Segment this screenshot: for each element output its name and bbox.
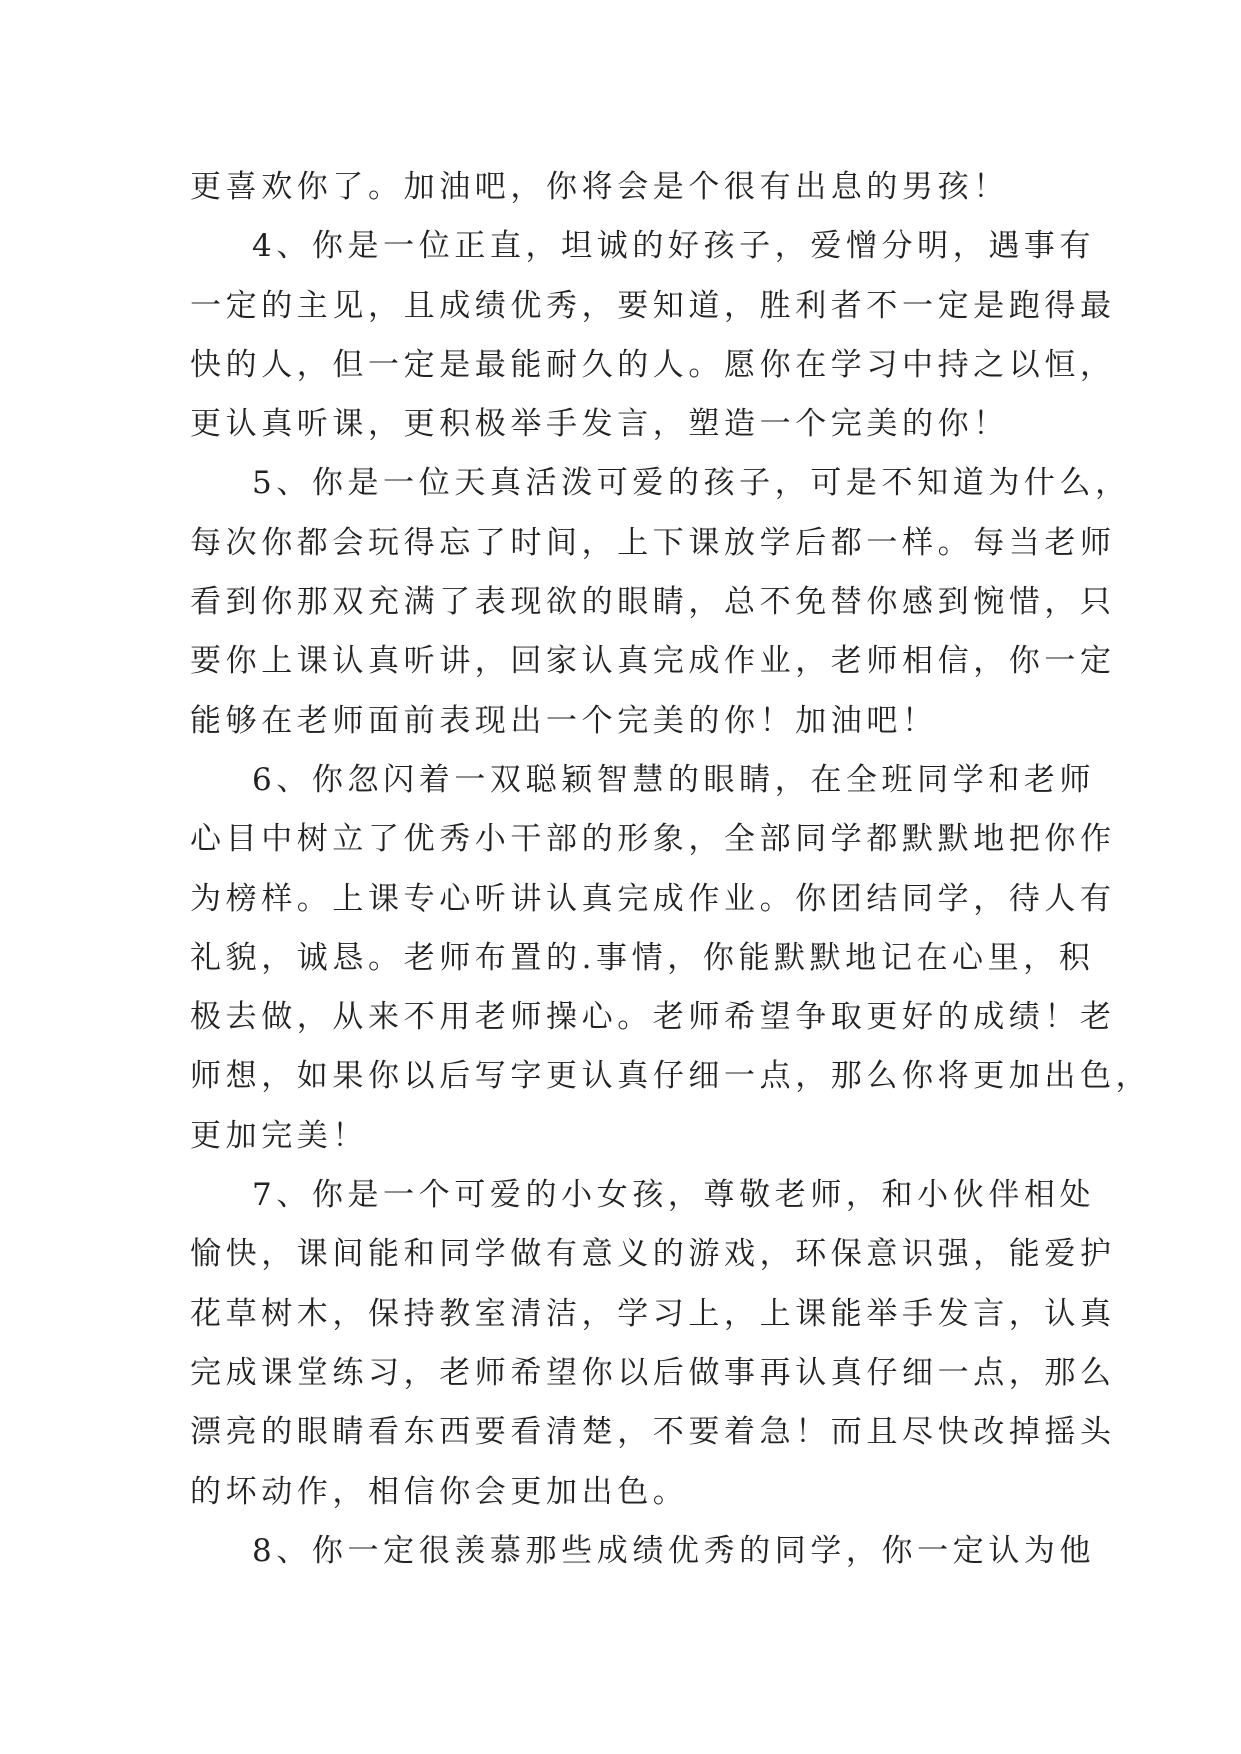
text-line: 完成课堂练习，老师希望你以后做事再认真仔细一点，那么 <box>190 1354 1116 1391</box>
text-line: 为榜样。上课专心听讲认真完成作业。你团结同学，待人有 <box>190 880 1116 917</box>
text-line: 看到你那双充满了表现欲的眼睛，总不免替你感到惋惜，只 <box>190 584 1116 621</box>
text-line: 漂亮的眼睛看东西要看清楚，不要着急！而且尽快改掉摇头 <box>190 1414 1116 1451</box>
text-line: 要你上课认真听讲，回家认真完成作业，老师相信，你一定 <box>190 643 1116 680</box>
paragraph-6-start: 6、你忽闪着一双聪颖智慧的眼睛，在全班同学和老师 <box>252 761 1096 798</box>
paragraph-4-start: 4、你是一位正直，坦诚的好孩子，爱憎分明，遇事有 <box>252 228 1096 265</box>
text-line: 能够在老师面前表现出一个完美的你！加油吧！ <box>190 702 938 739</box>
text-line: 一定的主见，且成绩优秀，要知道，胜利者不一定是跑得最 <box>190 287 1116 324</box>
text-line: 愉快，课间能和同学做有意义的游戏，环保意识强，能爱护 <box>190 1236 1116 1273</box>
text-line: 更喜欢你了。加油吧，你将会是个很有出息的男孩！ <box>190 169 1009 205</box>
text-line: 极去做，从来不用老师操心。老师希望争取更好的成绩！老 <box>190 999 1116 1036</box>
text-line: 更认真听课，更积极举手发言，塑造一个完美的你！ <box>190 406 1009 443</box>
text-line: 更加完美！ <box>190 1117 368 1154</box>
paragraph-7-start: 7、你是一个可爱的小女孩，尊敬老师，和小伙伴相处 <box>252 1177 1096 1214</box>
paragraph-8-start: 8、你一定很羡慕那些成绩优秀的同学，你一定认为他 <box>252 1532 1096 1569</box>
text-line: 的坏动作，相信你会更加出色。 <box>190 1473 689 1510</box>
text-line: 心目中树立了优秀小干部的形象，全部同学都默默地把你作 <box>190 821 1116 858</box>
text-line: 快的人，但一定是最能耐久的人。愿你在学习中持之以恒， <box>190 346 1116 383</box>
paragraph-5-start: 5、你是一位天真活泼可爱的孩子，可是不知道为什么， <box>252 465 1131 502</box>
text-line: 花草树木，保持教室清洁，学习上，上课能举手发言，认真 <box>190 1295 1116 1332</box>
text-line: 师想，如果你以后写字更认真仔细一点，那么你将更加出色， <box>190 1058 1152 1095</box>
document-body <box>190 158 1152 1581</box>
text-line: 每次你都会玩得忘了时间，上下课放学后都一样。每当老师 <box>190 524 1116 561</box>
text-line: 礼貌，诚恳。老师布置的.事情，你能默默地记在心里，积 <box>190 939 1095 976</box>
